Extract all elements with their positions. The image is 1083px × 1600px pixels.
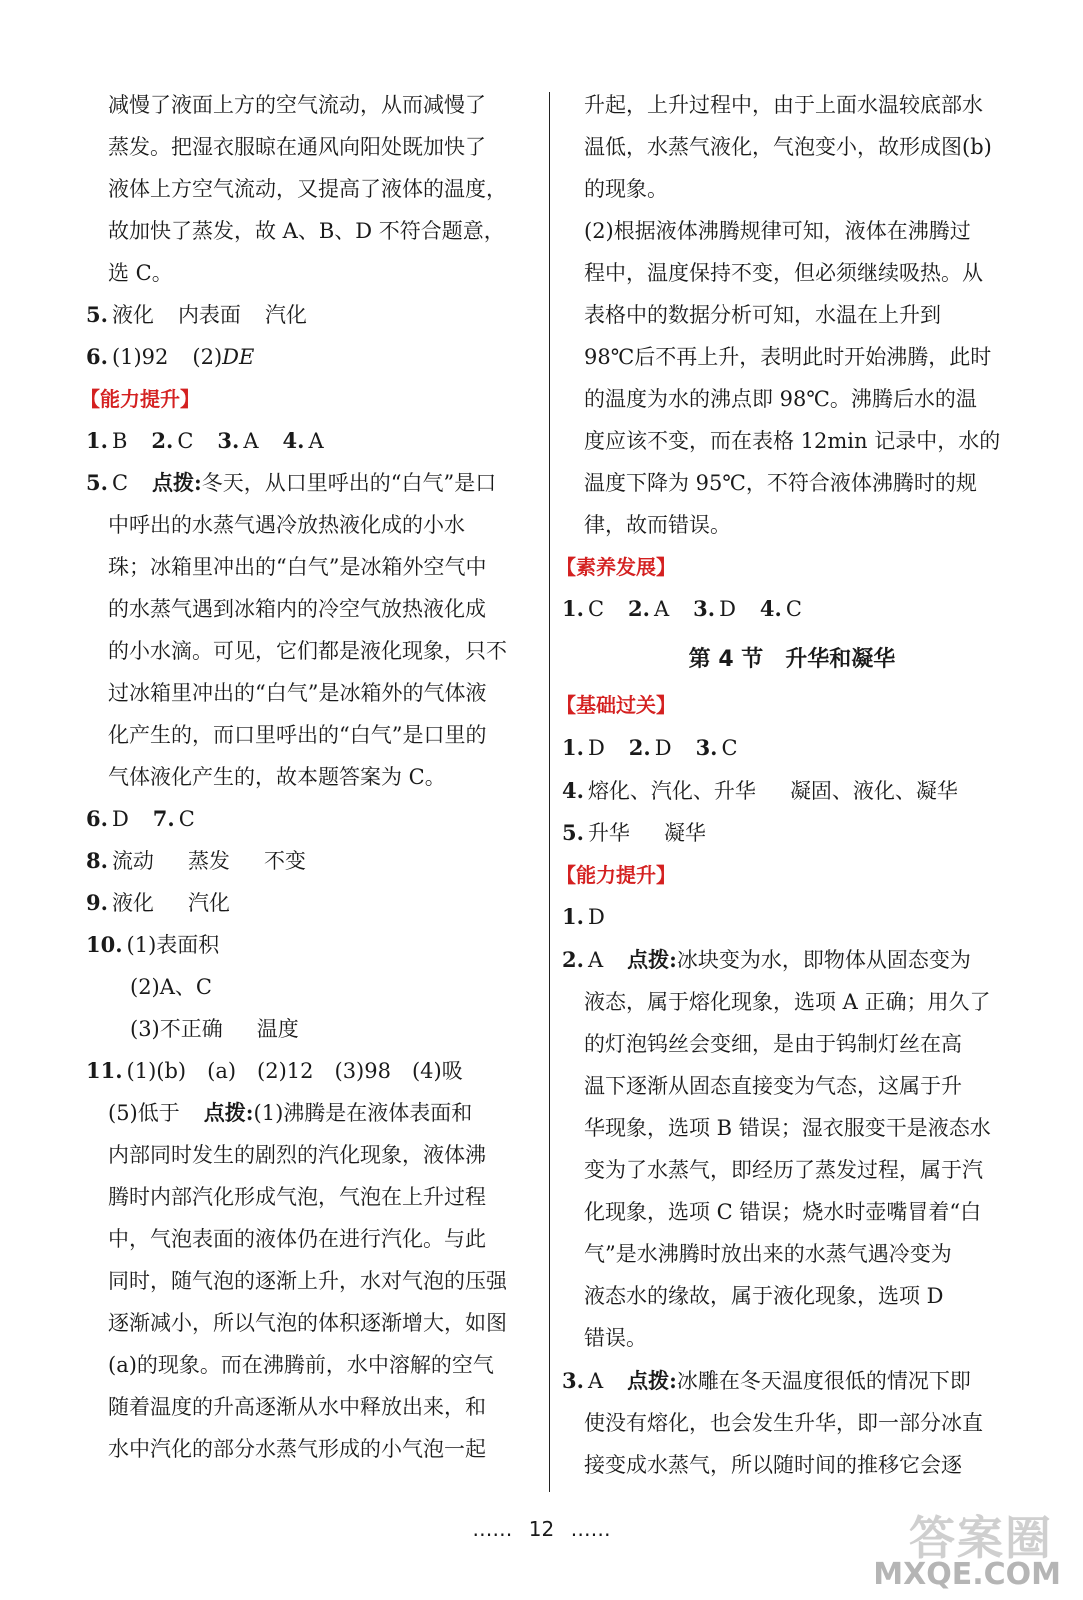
- text-line: 腾时内部汽化形成气泡，气泡在上升过程: [108, 1185, 486, 1209]
- column-divider: [549, 92, 550, 1492]
- text-line: 减慢了液面上方的空气流动，从而减慢了: [108, 93, 486, 117]
- text-line: 化现象，选项 C 错误；烧水时壶嘴冒着“白: [584, 1200, 982, 1224]
- answer-mc-row: 1. B 2. C 3. A 4. A: [86, 428, 324, 453]
- text-line: 变为了水蒸气，即经历了蒸发过程，属于汽: [584, 1158, 983, 1182]
- text-line: 98℃后不再上升，表明此时开始沸腾，此时: [584, 345, 992, 369]
- answer-mc-row: 1. C 2. A 3. D 4. C: [562, 596, 802, 621]
- text-line: 度应该不变，而在表格 12min 记录中，水的: [584, 429, 1001, 453]
- text-line: 错误。: [584, 1326, 647, 1350]
- text-line: (a)的现象。而在沸腾前，水中溶解的空气: [108, 1353, 494, 1377]
- answer-n2: 2. A 点拨:冰块变为水，即物体从固态变为: [562, 947, 971, 972]
- text-line: (2)A、C: [130, 975, 212, 999]
- text-line: 气”是水沸腾时放出来的水蒸气遇冷变为: [584, 1242, 952, 1266]
- section-title: 第 4 节 升华和凝华: [688, 647, 896, 672]
- answer-q5c: 5. C 点拨:冬天，从口里呼出的“白气”是口: [86, 470, 497, 495]
- watermark-logo: [873, 1502, 1061, 1592]
- text-line: 温下逐渐从固态直接变为气态，这属于升: [584, 1074, 962, 1098]
- answer-q9: 9. 液化 汽化: [86, 890, 230, 915]
- text-line: 化产生的，而口里呼出的“白气”是口里的: [108, 723, 487, 747]
- answer-q5: 5. 液化 内表面 汽化: [86, 302, 307, 327]
- watermark-text-cn: 答案圈: [909, 1511, 1053, 1565]
- page-number: 12: [528, 1517, 555, 1541]
- answer-n1: 1. D: [562, 904, 605, 929]
- answer-q10: 10. (1)表面积: [86, 932, 220, 957]
- text-line: 选 C。: [108, 261, 173, 285]
- text-line: 的小水滴。可见，它们都是液化现象，只不: [108, 639, 507, 663]
- text-line: 液态水的缘故，属于液化现象，选项 D: [584, 1284, 944, 1308]
- watermark-text-en: MXQE.COM: [873, 1557, 1061, 1592]
- text-line: 液态，属于熔化现象，选项 A 正确；用久了: [584, 990, 991, 1014]
- text-line: 使没有熔化，也会发生升华，即一部分冰直: [584, 1411, 983, 1435]
- text-line: 过冰箱里冲出的“白气”是冰箱外的气体液: [108, 681, 487, 705]
- footer-dots: ……: [570, 1517, 611, 1541]
- text-line: 接变成水蒸气，所以随时间的推移它会逐: [584, 1453, 962, 1477]
- text-line: 气体液化产生的，故本题答案为 C。: [108, 765, 446, 789]
- text-line: 表格中的数据分析可知，水温在上升到: [584, 303, 941, 327]
- answer-n3: 3. A 点拨:冰雕在冬天温度很低的情况下即: [562, 1368, 971, 1393]
- section-tag-suyang: 【素养发展】: [556, 555, 676, 579]
- text-line: 随着温度的升高逐渐从水中释放出来，和: [108, 1395, 486, 1419]
- text-line: 内部同时发生的剧烈的汽化现象，液体沸: [108, 1143, 486, 1167]
- answer-q11: 11. (1)(b) (a) (2)12 (3)98 (4)吸: [86, 1058, 463, 1083]
- section-tag-jichu: 【基础过关】: [556, 693, 676, 717]
- text-line: 的水蒸气遇到冰箱内的冷空气放热液化成: [108, 597, 486, 621]
- text-line: 的灯泡钨丝会变细，是由于钨制灯丝在高: [584, 1032, 962, 1056]
- text-line: 逐渐减小，所以气泡的体积逐渐增大，如图: [108, 1311, 507, 1335]
- answer-q8: 8. 流动 蒸发 不变: [86, 848, 306, 873]
- text-line: 的温度为水的沸点即 98℃。沸腾后水的温: [584, 387, 977, 411]
- answer-j4: 4. 熔化、汽化、升华 凝固、液化、凝华: [562, 778, 958, 803]
- answer-mc-row: 1. D 2. D 3. C: [562, 735, 738, 760]
- text-line: 律，故而错误。: [584, 513, 731, 537]
- text-line: (2)根据液体沸腾规律可知，液体在沸腾过: [584, 219, 971, 243]
- text-line: 蒸发。把湿衣服晾在通风向阳处既加快了: [108, 135, 486, 159]
- answer-q10-3: (3)不正确 温度: [130, 1017, 299, 1041]
- footer-dots: ……: [472, 1517, 513, 1541]
- text-line: 同时，随气泡的逐渐上升，水对气泡的压强: [108, 1269, 507, 1293]
- text-line: 中呼出的水蒸气遇冷放热液化成的小水: [108, 513, 465, 537]
- text-line: 华现象，选项 B 错误；湿衣服变干是液态水: [584, 1116, 991, 1140]
- text-line: 的现象。: [584, 177, 668, 201]
- text-line: 水中汽化的部分水蒸气形成的小气泡一起: [108, 1437, 486, 1461]
- answer-q6-q7: 6. D 7. C: [86, 806, 195, 831]
- text-line: 温低，水蒸气液化，气泡变小，故形成图(b): [584, 135, 992, 159]
- section-tag-nengli-2: 【能力提升】: [556, 863, 676, 887]
- text-line: 珠；冰箱里冲出的“白气”是冰箱外空气中: [108, 555, 487, 579]
- text-line: 液体上方空气流动，又提高了液体的温度，: [108, 177, 507, 201]
- text-line: 升起，上升过程中，由于上面水温较底部水: [584, 93, 983, 117]
- text-line: 故加快了蒸发，故 A、B、D 不符合题意，: [108, 219, 505, 243]
- text-line: 程中，温度保持不变，但必须继续吸热。从: [584, 261, 983, 285]
- text-line: 温度下降为 95℃，不符合液体沸腾时的规: [584, 471, 977, 495]
- text-line: 中，气泡表面的液体仍在进行汽化。与此: [108, 1227, 486, 1251]
- answer-j5: 5. 升华 凝华: [562, 820, 706, 845]
- answer-q11-5: (5)低于 点拨:(1)沸腾是在液体表面和: [108, 1100, 473, 1125]
- answer-q6: 6. (1)92 (2)DE: [86, 344, 255, 369]
- section-tag-nengli: 【能力提升】: [80, 387, 200, 411]
